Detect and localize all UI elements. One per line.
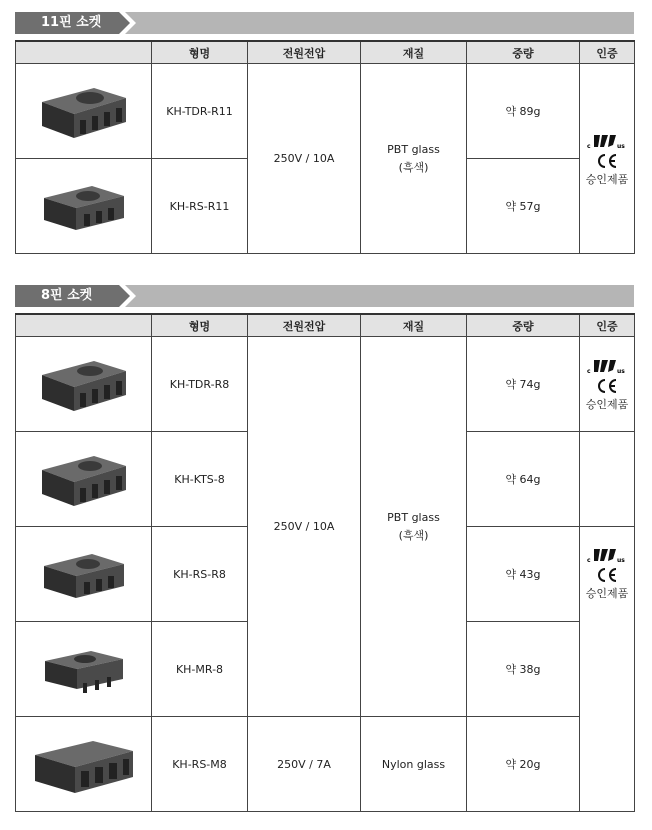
weight-cell: 약 74g bbox=[467, 337, 580, 432]
section-11pin bbox=[15, 12, 634, 213]
cert-cell bbox=[580, 64, 635, 254]
model-cell: KH-RS-R11 bbox=[152, 159, 248, 254]
header-model: 형명 bbox=[152, 41, 248, 64]
socket-8pin-m8-icon bbox=[29, 731, 139, 797]
model-cell: KH-KTS-8 bbox=[152, 432, 248, 527]
product-image-cell bbox=[16, 337, 152, 432]
socket-11pin-tdr-icon bbox=[34, 80, 134, 142]
material-name: PBT glass bbox=[387, 142, 440, 156]
product-image-cell bbox=[16, 432, 152, 527]
weight-cell: 약 89g bbox=[467, 64, 580, 159]
material-color: (흑색) bbox=[398, 160, 429, 174]
cert-cell-empty bbox=[580, 432, 635, 527]
model-cell: KH-RS-R8 bbox=[152, 527, 248, 622]
ce-mark-icon bbox=[596, 567, 618, 583]
header-cert: 인증 bbox=[580, 41, 635, 64]
cert-cell bbox=[580, 527, 635, 812]
spec-table-8pin bbox=[15, 313, 635, 812]
cert-label: 승인제품 bbox=[585, 398, 629, 411]
table-row bbox=[16, 337, 635, 432]
voltage-cell: 250V / 7A bbox=[248, 717, 361, 812]
svg-text:c: c bbox=[587, 557, 591, 564]
ul-mark-icon bbox=[586, 545, 628, 565]
product-image-cell bbox=[16, 527, 152, 622]
header-weight: 중량 bbox=[467, 41, 580, 64]
socket-8pin-mr-icon bbox=[39, 643, 129, 695]
weight-cell: 약 57g bbox=[467, 159, 580, 254]
weight-cell: 약 64g bbox=[467, 432, 580, 527]
material-name: PBT glass bbox=[387, 510, 440, 524]
ce-mark-icon bbox=[596, 378, 618, 394]
svg-text:us: us bbox=[617, 557, 625, 564]
svg-text:c: c bbox=[587, 142, 591, 150]
cert-label: 승인제품 bbox=[585, 172, 629, 186]
cert-label: 승인제품 bbox=[585, 587, 629, 600]
socket-8pin-tdr-icon bbox=[34, 353, 134, 415]
section-8pin bbox=[15, 285, 634, 771]
weight-cell: 약 20g bbox=[467, 717, 580, 812]
product-image-cell bbox=[16, 64, 152, 159]
voltage-cell: 250V / 10A bbox=[248, 64, 361, 254]
material-color: (흑색) bbox=[398, 528, 429, 542]
material-cell bbox=[361, 337, 467, 717]
header-image bbox=[16, 41, 152, 64]
cert-cell bbox=[580, 337, 635, 432]
ce-mark-icon bbox=[596, 153, 618, 169]
socket-8pin-kts-icon bbox=[34, 448, 134, 510]
banner-bar bbox=[15, 285, 634, 307]
svg-text:us: us bbox=[617, 368, 625, 375]
product-image-cell bbox=[16, 717, 152, 812]
svg-text:c: c bbox=[587, 368, 591, 375]
section-title: 11핀 소켓 bbox=[41, 15, 102, 30]
weight-cell: 약 38g bbox=[467, 622, 580, 717]
model-cell: KH-RS-M8 bbox=[152, 717, 248, 812]
spec-table-11pin bbox=[15, 40, 635, 254]
model-cell: KH-TDR-R11 bbox=[152, 64, 248, 159]
model-cell: KH-MR-8 bbox=[152, 622, 248, 717]
material-cell bbox=[361, 64, 467, 254]
svg-text:us: us bbox=[617, 142, 625, 150]
voltage-cell: 250V / 10A bbox=[248, 337, 361, 717]
model-cell: KH-TDR-R8 bbox=[152, 337, 248, 432]
banner-bar bbox=[15, 12, 634, 34]
header-model: 형명 bbox=[152, 314, 248, 337]
header-material: 재질 bbox=[361, 41, 467, 64]
weight-cell: 약 43g bbox=[467, 527, 580, 622]
header-cert: 인증 bbox=[580, 314, 635, 337]
product-image-cell bbox=[16, 622, 152, 717]
ul-mark-icon bbox=[586, 356, 628, 376]
section-banner bbox=[15, 12, 634, 34]
header-voltage: 전원전압 bbox=[248, 314, 361, 337]
product-image-cell bbox=[16, 159, 152, 254]
section-banner bbox=[15, 285, 634, 307]
socket-11pin-rs-icon bbox=[34, 178, 134, 234]
header-image bbox=[16, 314, 152, 337]
section-title: 8핀 소켓 bbox=[41, 288, 93, 303]
socket-8pin-rs-icon bbox=[34, 546, 134, 602]
material-cell: Nylon glass bbox=[361, 717, 467, 812]
ul-mark-icon bbox=[586, 131, 628, 151]
header-material: 재질 bbox=[361, 314, 467, 337]
table-row bbox=[16, 64, 635, 159]
header-voltage: 전원전압 bbox=[248, 41, 361, 64]
table-row bbox=[16, 717, 635, 812]
header-weight: 중량 bbox=[467, 314, 580, 337]
